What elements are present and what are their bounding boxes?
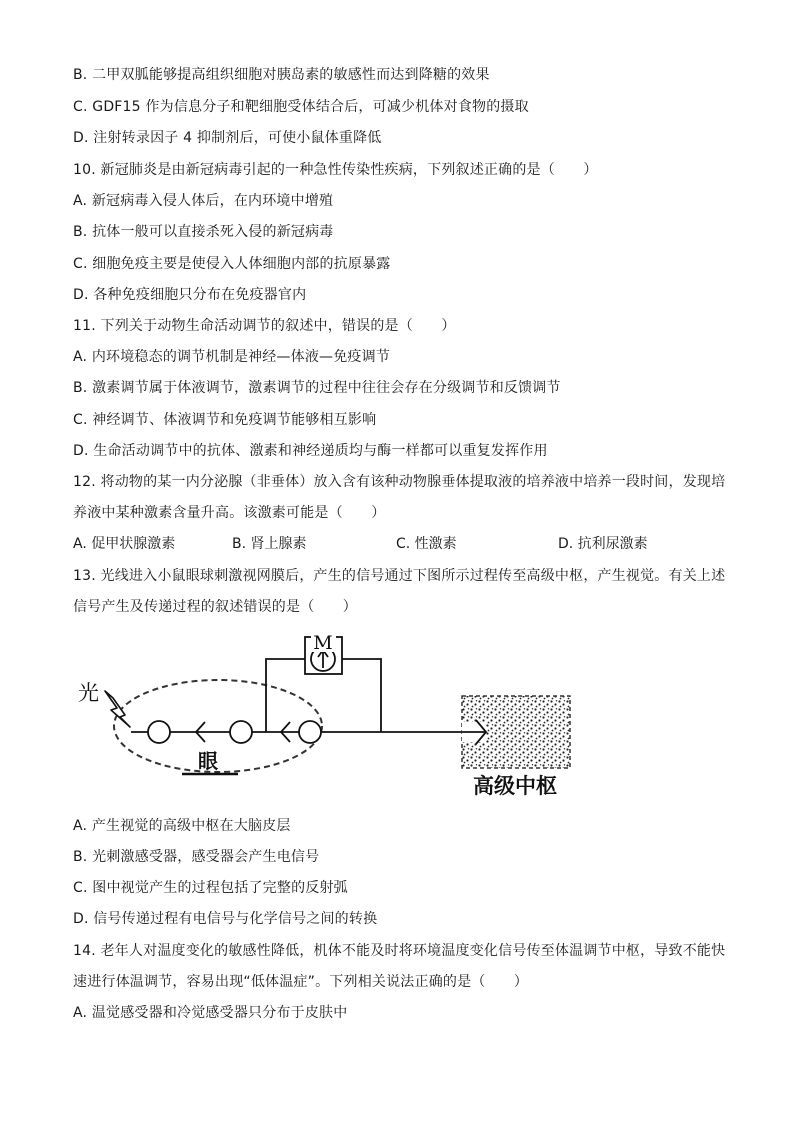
q13-option-a: A. 产生视觉的高级中枢在大脑皮层 [73,818,291,834]
question-14-stem-2: 速进行体温调节，容易出现“低体温症”。下列相关说法正确的是（ ） [73,974,529,990]
question-10-stem: 10. 新冠肺炎是由新冠病毒引起的一种急性传染性疾病，下列叙述正确的是（ ） [73,162,598,178]
neuron-1 [148,721,170,743]
question-11-stem: 11. 下列关于动物生命活动调节的叙述中，错误的是（ ） [73,318,456,334]
question-12-stem-2: 养液中某种激素含量升高。该激素可能是（ ） [73,505,386,521]
eye-label: 眼 [198,749,218,773]
neuron-3 [299,721,321,743]
q13-option-b: B. 光刺激感受器，感受器会产生电信号 [73,849,320,865]
q13-option-d: D. 信号传递过程有电信号与化学信号之间的转换 [73,911,378,927]
line-q9-d: D. 注射转录因子 4 抑制剂后，可使小鼠体重降低 [73,130,382,146]
line-q10-a: A. 新冠病毒入侵人体后，在内环境中增殖 [73,193,334,209]
q12-option-a: A. 促甲状腺激素 [73,536,176,552]
line-q11-a: A. 内环境稳态的调节机制是神经—体液—免疫调节 [73,349,391,365]
eye-boundary [114,680,322,772]
line-q11-d: D. 生命活动调节中的抗体、激素和神经递质均与酶一样都可以重复发挥作用 [73,443,548,459]
line-q11-b: B. 激素调节属于体液调节，激素调节的过程中往往会存在分级调节和反馈调节 [73,380,561,396]
line-q11-c: C. 神经调节、体液调节和免疫调节能够相互影响 [73,412,377,428]
question-12-stem-1: 12. 将动物的某一内分泌腺（非垂体）放入含有该种动物腺垂体提取液的培养液中培养一段时间，发现培 [73,474,726,490]
q12-option-b: B. 肾上腺素 [232,536,307,552]
q13-option-c: C. 图中视觉产生的过程包括了完整的反射弧 [73,880,348,896]
q12-option-c: C. 性激素 [396,536,457,552]
q14-option-a: A. 温觉感受器和冷觉感受器只分布于皮肤中 [73,1005,348,1021]
visual-pathway-diagram [78,628,578,800]
line-q10-d: D. 各种免疫细胞只分布在免疫器官内 [73,287,307,303]
line-q9-b: B. 二甲双胍能够提高组织细胞对胰岛素的敏感性而达到降糖的效果 [73,67,490,83]
question-13-stem-2: 信号产生及传递过程的叙述错误的是（ ） [73,599,357,615]
neuron-2 [230,721,252,743]
line-q10-b: B. 抗体一般可以直接杀死入侵的新冠病毒 [73,224,334,240]
question-13-stem-1: 13. 光线进入小鼠眼球刺激视网膜后，产生的信号通过下图所示过程传至高级中枢，产生视觉。有关上述 [73,568,726,584]
line-q9-c: C. GDF15 作为信息分子和靶细胞受体结合后，可减少机体对食物的摄取 [73,99,529,115]
q12-option-d: D. 抗利尿激素 [558,536,648,552]
line-q10-c: C. 细胞免疫主要是使侵入人体细胞内部的抗原暴露 [73,256,391,272]
question-14-stem-1: 14. 老年人对温度变化的敏感性降低，机体不能及时将环境温度变化信号传至体温调节中枢，导致不能快 [73,943,726,959]
lightning-icon [105,691,130,727]
light-label: 光 [78,681,99,705]
higher-center-label: 高级中枢 [473,774,557,798]
question-12-options [73,535,733,553]
meter-label: M [313,632,333,654]
